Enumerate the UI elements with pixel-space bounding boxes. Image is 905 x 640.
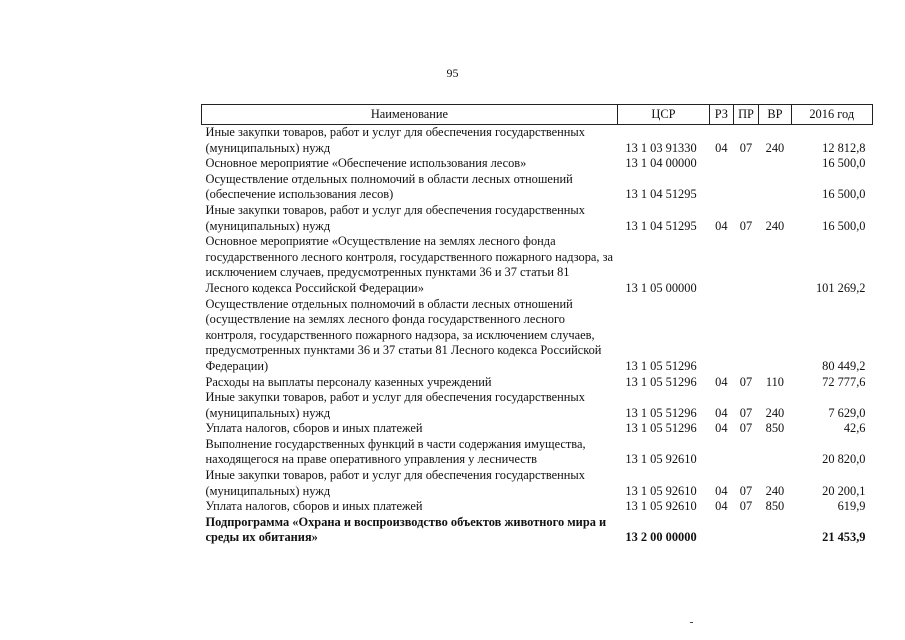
cell-pr: 07: [739, 421, 753, 436]
table-row: [202, 499, 873, 515]
cell-pr: [733, 234, 759, 296]
table-row: [202, 375, 873, 391]
cell-name: Осуществление отдельных полномочий в области лесных отношений (осуществление на землях лесного фонда государственного лесного контроля, государственного пожарного надзора, за исключением случаев, предусмотренных пунктами 36 и 37 статьи 81 Лесного кодекса Российской Федерации): [205, 296, 602, 373]
cell-amount: 16 500,0: [822, 218, 866, 233]
cell-rz: [710, 172, 734, 203]
cell-name: Основное мероприятие «Осуществление на землях лесного фонда государственного лесного контроля, государственного пожарного надзора, за исключением случаев, предусмотренных пунктами 36 и 37 статьи 81 Лесного кодекса Российской Федерации»: [205, 234, 614, 295]
cell-csr: 13 1 05 51296: [625, 405, 697, 420]
cell-amount: 619,9: [837, 499, 866, 514]
table-row: [202, 203, 873, 234]
table-row: [202, 421, 873, 437]
cell-csr: 13 1 05 51296: [625, 374, 697, 389]
cell-pr: [733, 297, 759, 375]
cell-pr: 07: [739, 374, 753, 389]
column-header-pr: ПР: [733, 105, 759, 125]
column-header-csr: ЦСР: [617, 105, 709, 125]
scan-mark: [690, 622, 693, 623]
cell-rz: 04: [715, 405, 728, 420]
cell-amount: 21 453,9: [822, 530, 866, 545]
cell-pr: [733, 437, 759, 468]
cell-csr: 13 1 04 51295: [625, 187, 697, 202]
cell-name: Уплата налогов, сборов и иных платежей: [205, 421, 423, 436]
cell-amount: 20 820,0: [822, 452, 866, 467]
cell-rz: [710, 234, 734, 296]
column-header-vr: ВР: [759, 105, 791, 125]
cell-vr: [759, 172, 791, 203]
header-row: [202, 105, 873, 125]
cell-pr: [733, 515, 759, 546]
cell-vr: 240: [765, 483, 785, 498]
cell-name: Иные закупки товаров, работ и услуг для обеспечения государственных (муниципальных) нужд: [205, 125, 585, 155]
cell-name: Иные закупки товаров, работ и услуг для обеспечения государственных (муниципальных) нужд: [205, 202, 585, 233]
cell-amount: 101 269,2: [815, 280, 866, 295]
column-header-name: Наименование: [202, 105, 618, 125]
cell-name: Расходы на выплаты персоналу казенных учреждений: [205, 374, 492, 389]
cell-pr: 07: [739, 405, 753, 420]
cell-amount: 12 812,8: [822, 140, 866, 155]
cell-rz: [710, 297, 734, 375]
cell-pr: [733, 172, 759, 203]
cell-vr: 240: [765, 405, 785, 420]
cell-amount: 16 500,0: [822, 187, 866, 202]
cell-vr: [759, 234, 791, 296]
table-row: [202, 468, 873, 499]
table-row: [202, 390, 873, 421]
cell-vr: 240: [765, 218, 785, 233]
table-row: [202, 156, 873, 172]
cell-vr: [759, 297, 791, 375]
page-number: 95: [446, 66, 459, 80]
table-row: [202, 125, 873, 157]
cell-name: Иные закупки товаров, работ и услуг для обеспечения государственных (муниципальных) нужд: [205, 390, 585, 420]
cell-amount: 20 200,1: [822, 483, 866, 498]
cell-name: Осуществление отдельных полномочий в области лесных отношений (обеспечение использования лесов): [205, 171, 573, 202]
cell-csr: 13 1 03 91330: [625, 140, 697, 155]
cell-csr: 13 1 04 00000: [625, 156, 697, 171]
cell-name: Иные закупки товаров, работ и услуг для обеспечения государственных (муниципальных) нужд: [205, 468, 585, 498]
cell-rz: 04: [715, 140, 728, 155]
column-header-rz: РЗ: [710, 105, 734, 125]
cell-csr: 13 1 05 92610: [625, 499, 697, 514]
column-header-year: 2016 год: [791, 105, 872, 125]
cell-amount: 16 500,0: [822, 156, 866, 171]
table-header: [202, 105, 873, 125]
cell-csr: 13 1 05 51296: [625, 358, 697, 373]
cell-vr: 850: [765, 499, 785, 514]
cell-rz: 04: [715, 499, 728, 514]
cell-amount: 80 449,2: [822, 358, 866, 373]
cell-name: Подпрограмма «Охрана и воспроизводство объектов животного мира и среды их обитания»: [205, 514, 607, 545]
cell-pr: [733, 156, 759, 172]
cell-vr: 850: [765, 421, 785, 436]
table-body: [202, 125, 873, 547]
cell-csr: 13 1 05 00000: [625, 280, 697, 295]
cell-rz: [710, 515, 734, 546]
cell-pr: 07: [739, 218, 753, 233]
cell-name: Уплата налогов, сборов и иных платежей: [205, 499, 423, 514]
cell-vr: 240: [765, 140, 785, 155]
cell-name: Основное мероприятие «Обеспечение использования лесов»: [205, 156, 527, 171]
cell-amount: 42,6: [843, 421, 866, 436]
cell-csr: 13 1 05 92610: [625, 452, 697, 467]
cell-rz: 04: [715, 218, 728, 233]
cell-name: Выполнение государственных функций в части содержания имущества, находящегося на праве оперативного управления у лесничеств: [205, 436, 586, 467]
cell-rz: [710, 437, 734, 468]
cell-vr: 110: [765, 374, 784, 389]
cell-csr: 13 1 04 51295: [625, 218, 697, 233]
cell-csr: 13 2 00 00000: [625, 530, 697, 545]
cell-rz: 04: [715, 374, 728, 389]
table-row: [202, 234, 873, 296]
table-row: [202, 437, 873, 468]
table-row: [202, 297, 873, 375]
cell-amount: 72 777,6: [822, 374, 866, 389]
cell-rz: [710, 156, 734, 172]
budget-table: [201, 104, 873, 546]
cell-rz: 04: [715, 421, 728, 436]
cell-amount: 7 629,0: [828, 405, 866, 420]
cell-vr: [759, 437, 791, 468]
cell-vr: [759, 515, 791, 546]
cell-rz: 04: [715, 483, 728, 498]
cell-csr: 13 1 05 51296: [625, 421, 697, 436]
table-row: [202, 515, 873, 546]
table-row: [202, 172, 873, 203]
cell-pr: 07: [739, 483, 753, 498]
cell-pr: 07: [739, 140, 753, 155]
cell-csr: 13 1 05 92610: [625, 483, 697, 498]
cell-pr: 07: [739, 499, 753, 514]
cell-vr: [759, 156, 791, 172]
